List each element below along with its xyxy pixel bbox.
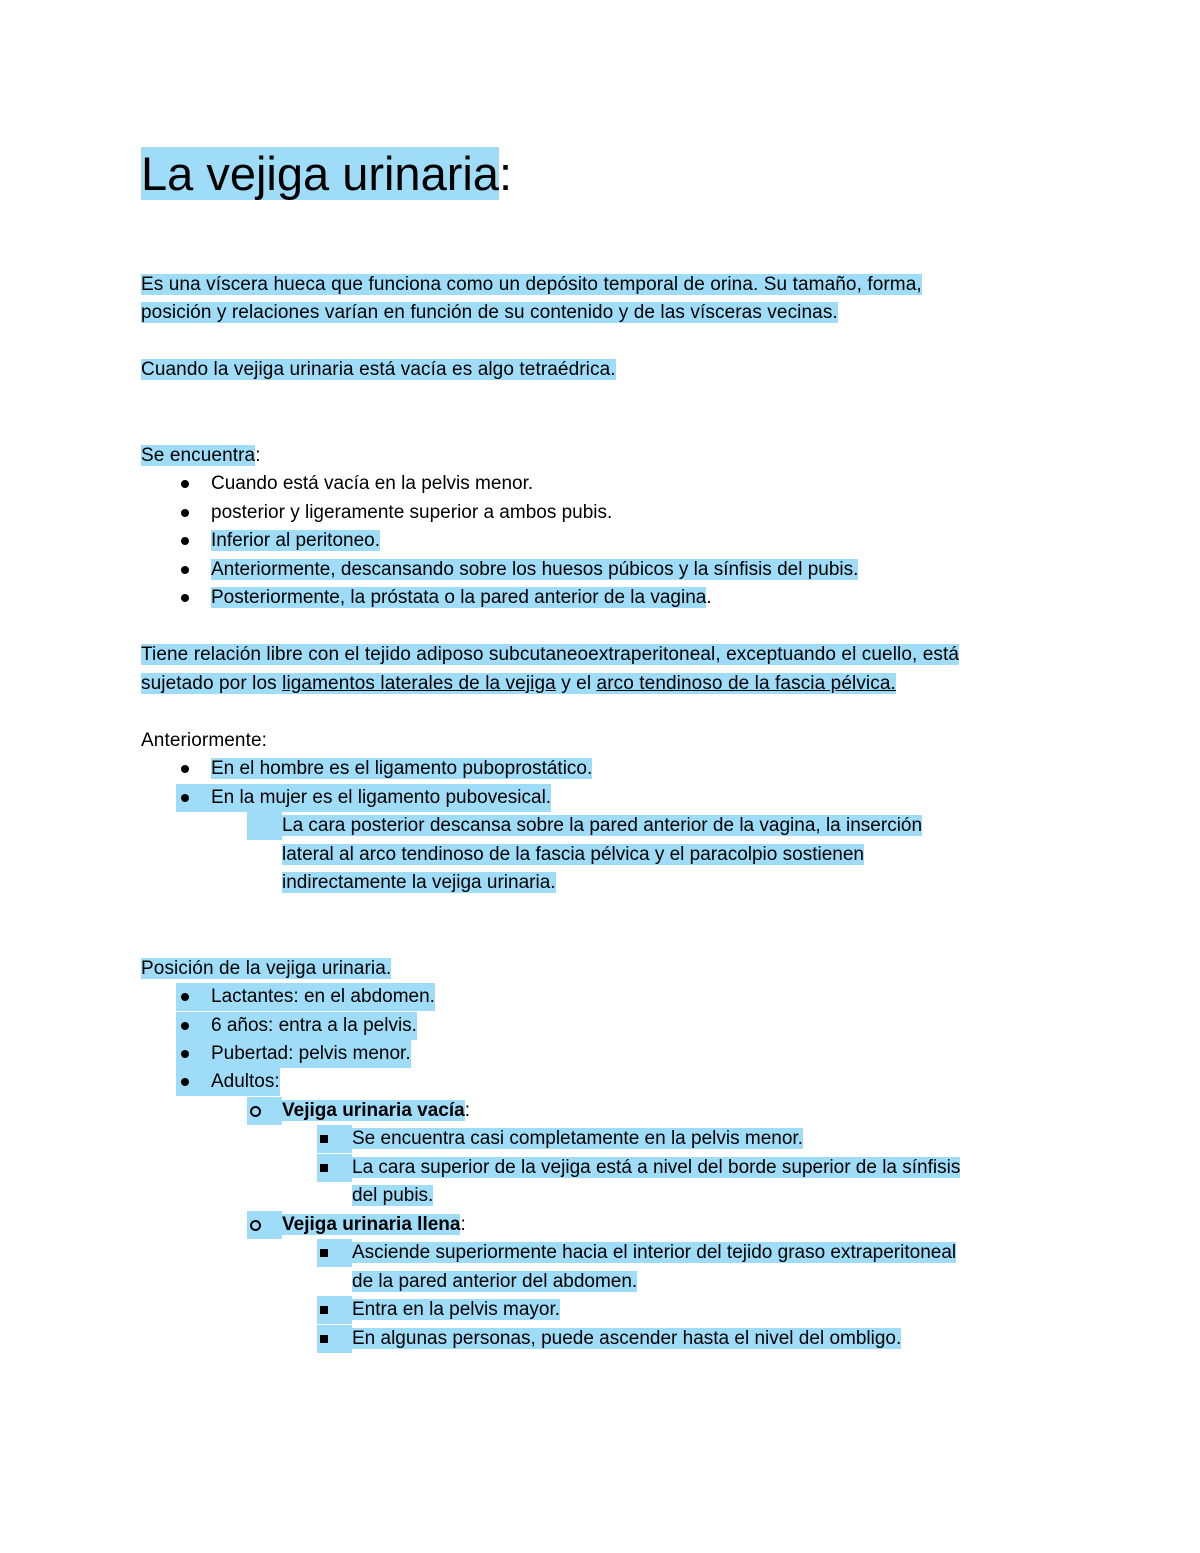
- sub-sub-item-text: Asciende superiormente hacia el interior del tejido graso extraperitoneal: [352, 1242, 957, 1263]
- bullet-square-icon: [317, 1239, 353, 1267]
- sub-sub-list-item: [317, 1125, 803, 1153]
- bullet-square-icon: [317, 1325, 353, 1353]
- sub-sub-item-text: Se encuentra casi completamente en la pelvis menor.: [352, 1128, 803, 1149]
- list-item: [176, 470, 533, 498]
- list-item: [176, 1040, 411, 1068]
- bullet-dot-icon: [176, 470, 212, 498]
- list-item-text: En el hombre es el ligamento puboprostático.: [211, 758, 593, 779]
- relation-line-1: [141, 641, 959, 669]
- empty-shape-text: Cuando la vejiga urinaria está vacía es algo tetraédrica.: [141, 359, 616, 380]
- list-item-text: Inferior al peritoneo.: [211, 530, 380, 551]
- relation-text-1: Tiene relación libre con el tejido adiposo subcutaneoextraperitoneal, exceptuando el cuello, está: [141, 644, 960, 665]
- bullet-dot-icon: [176, 527, 212, 555]
- bullet-square-icon: [317, 1296, 353, 1324]
- bullet-dot-icon: [176, 584, 212, 612]
- sub-item-text-2: lateral al arco tendinoso de la fascia pélvica y el paracolpio sostienen: [282, 844, 864, 865]
- sub-sub-list-item: [317, 1239, 956, 1267]
- sub-sub-item-text: En algunas personas, puede ascender hasta el nivel del ombligo.: [352, 1328, 902, 1349]
- list-item: [176, 755, 592, 783]
- bullet-dot-icon: [176, 983, 212, 1011]
- list-item: [176, 1068, 280, 1096]
- bullet-square-icon: [317, 1154, 353, 1182]
- empty-shape-paragraph: [141, 356, 616, 384]
- sub-sub-item-text: Entra en la pelvis mayor.: [352, 1299, 561, 1320]
- sub-list-item-cont: [282, 841, 864, 869]
- list-item-text: Anteriormente, descansando sobre los huesos púbicos y la sínfisis del pubis.: [211, 559, 859, 580]
- posicion-heading-text: Posición de la vejiga urinaria.: [141, 958, 392, 979]
- full-bladder-label: Vejiga urinaria llena: [282, 1214, 461, 1235]
- intro-text-2: posición y relaciones varían en función de su contenido y de las vísceras vecinas.: [141, 302, 838, 323]
- list-item-text: Adultos:: [211, 1071, 280, 1092]
- bullet-ring-icon: [247, 1097, 283, 1125]
- sub-sub-list-item: [317, 1296, 560, 1324]
- list-item: [176, 983, 435, 1011]
- intro-line-1: [141, 271, 922, 299]
- sub-item-text-3: indirectamente la vejiga urinaria.: [282, 872, 556, 893]
- sub-sub-list-item: [317, 1154, 960, 1182]
- intro-text-1: Es una víscera hueca que funciona como un depósito temporal de orina. Su tamaño, forma,: [141, 274, 922, 295]
- se-encuentra-colon: :: [255, 445, 261, 466]
- list-item-text: posterior y ligeramente superior a ambos pubis.: [211, 502, 613, 523]
- title-colon: :: [498, 147, 513, 200]
- list-item: [176, 527, 380, 555]
- bullet-dot-icon: [176, 784, 212, 812]
- relation-line-2: [141, 670, 896, 698]
- tendinous-arch-link[interactable]: arco tendinoso de la fascia pélvica.: [596, 673, 896, 694]
- intro-line-2: [141, 299, 838, 327]
- anteriormente-heading: Anteriormente:: [141, 730, 268, 751]
- sub-list-item: [247, 1211, 466, 1239]
- sub-list-item: [247, 1097, 470, 1125]
- bullet-square-icon: [317, 1125, 353, 1153]
- se-encuentra-heading: [141, 442, 261, 470]
- bullet-dot-icon: [176, 1012, 212, 1040]
- sub-sub-list-item-cont: [352, 1182, 433, 1210]
- list-item-text: 6 años: entra a la pelvis.: [211, 1015, 417, 1036]
- list-item-text: En la mujer es el ligamento pubovesical.: [211, 787, 552, 808]
- title-text: La vejiga urinaria: [141, 147, 499, 200]
- sub-sub-list-item: [317, 1325, 901, 1353]
- bullet-dot-icon: [176, 755, 212, 783]
- list-item: [176, 499, 612, 527]
- posicion-heading: [141, 955, 391, 983]
- list-item: [176, 556, 858, 584]
- lateral-ligaments-link[interactable]: ligamentos laterales de la vejiga: [282, 673, 556, 694]
- list-item: [176, 584, 712, 612]
- list-item-period: .: [706, 587, 712, 608]
- relation-text-2b: y el: [555, 673, 597, 694]
- sub-list-item-cont: [282, 869, 556, 897]
- relation-text-2a: sujetado por los: [141, 673, 283, 694]
- se-encuentra-label: Se encuentra: [141, 445, 256, 466]
- sub-sub-list-item-cont: [352, 1268, 637, 1296]
- list-item-text: Lactantes: en el abdomen.: [211, 986, 435, 1007]
- bullet-dot-icon: [176, 1068, 212, 1096]
- list-item-text: Cuando está vacía en la pelvis menor.: [211, 473, 534, 494]
- sub-sub-item-text: La cara superior de la vejiga está a nivel del borde superior de la sínfisis: [352, 1157, 961, 1178]
- full-bladder-colon: :: [460, 1214, 466, 1235]
- list-item: [176, 1012, 417, 1040]
- list-item-text: Posteriormente, la próstata o la pared anterior de la vagina: [211, 587, 707, 608]
- bullet-ring-icon: [247, 1211, 283, 1239]
- sub-sub-item-text-cont: del pubis.: [352, 1185, 434, 1206]
- bullet-dot-icon: [176, 499, 212, 527]
- sub-sub-item-text-cont: de la pared anterior del abdomen.: [352, 1271, 638, 1292]
- sub-list-item: [247, 812, 922, 840]
- bullet-dot-icon: [176, 1040, 212, 1068]
- list-item: [176, 784, 551, 812]
- empty-bladder-colon: :: [464, 1100, 470, 1121]
- list-item-text: Pubertad: pelvis menor.: [211, 1043, 411, 1064]
- empty-bladder-label: Vejiga urinaria vacía: [282, 1100, 465, 1121]
- bullet-dot-icon: [176, 556, 212, 584]
- sub-item-text-1: La cara posterior descansa sobre la pared anterior de la vagina, la inserción: [282, 815, 923, 836]
- page-title: [141, 146, 512, 202]
